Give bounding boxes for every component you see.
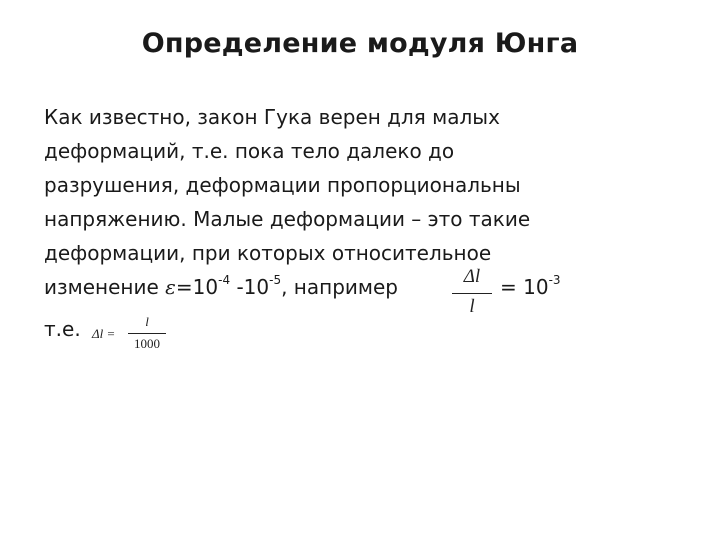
text-line-1: Как известно, закон Гука верен для малых <box>44 105 500 129</box>
formula2-numerator: l <box>145 314 149 329</box>
eq-part-3: , например <box>281 275 398 299</box>
eq-part-2: -10 <box>236 275 270 299</box>
epsilon-symbol: ε <box>165 275 176 299</box>
text-line-7: т.е. <box>44 317 81 341</box>
fraction-numerator: Δl <box>463 266 481 287</box>
eq-part-4: = 10 <box>500 275 549 299</box>
formula2-bar <box>128 333 166 334</box>
exponent-3: -3 <box>548 273 561 288</box>
fraction-denominator: l <box>469 296 475 317</box>
exponent-2: -5 <box>269 273 282 288</box>
formula2-lhs: Δl = <box>92 326 116 341</box>
slide-title: Определение модуля Юнга <box>141 28 579 59</box>
text-line-5: деформации, при которых относительное <box>44 241 492 265</box>
fraction-bar <box>452 293 492 294</box>
text-line-6-tail <box>500 270 561 304</box>
formula2-fraction <box>128 314 166 358</box>
text-line-4: напряжению. Малые деформации – это такие <box>44 207 531 231</box>
text-line-6 <box>44 270 398 304</box>
formula2-denominator: 1000 <box>134 336 160 351</box>
word-izmenenie: изменение <box>44 275 159 299</box>
formula-delta-l <box>92 314 172 358</box>
exponent-1: -4 <box>218 273 231 288</box>
text-line-2: деформаций, т.е. пока тело далеко до <box>44 139 455 163</box>
formula-relative-change <box>452 266 492 326</box>
text-line-3: разрушения, деформации пропорциональны <box>44 173 521 197</box>
eq-part-1: =10 <box>175 275 219 299</box>
